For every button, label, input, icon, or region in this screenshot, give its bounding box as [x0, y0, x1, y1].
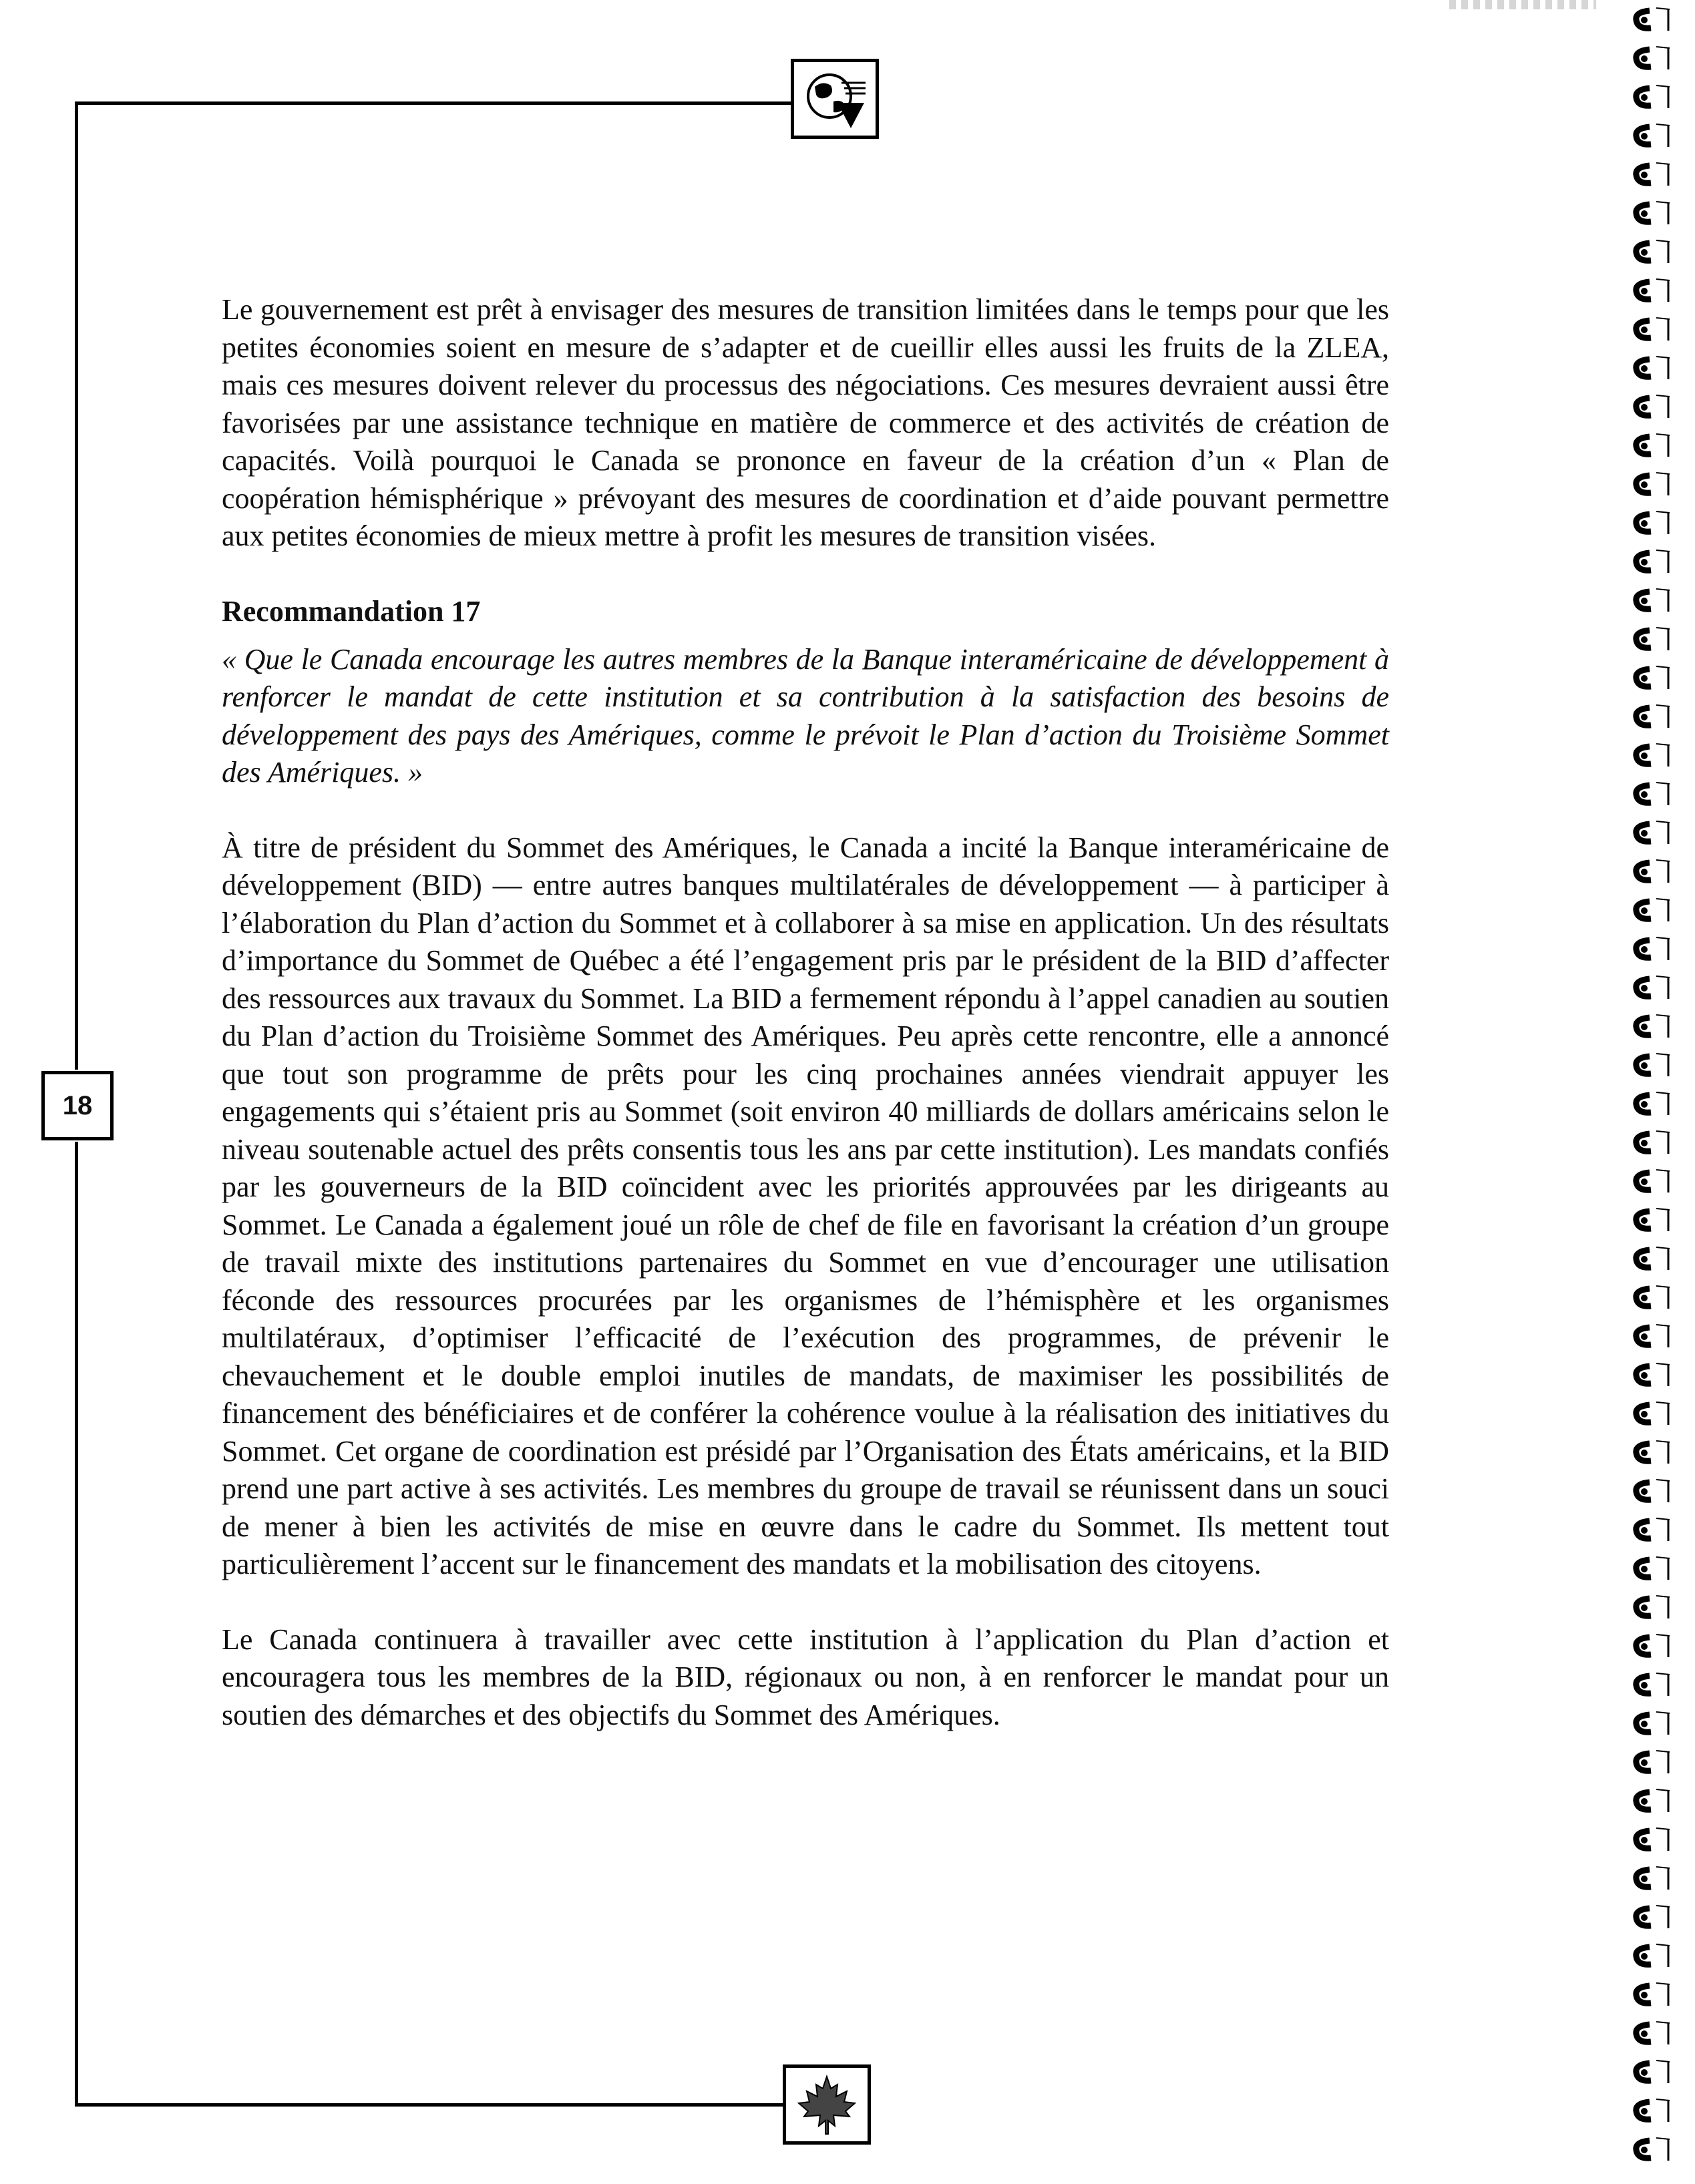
binding-coil: [1636, 1673, 1670, 1696]
binding-coil: [1636, 395, 1670, 418]
binding-coil: [1636, 1480, 1670, 1502]
recommendation-quote: « Que le Canada encourage les autres membres de la Banque interaméricaine de développement à renforcer le mandat de cette institution et sa contribution à la satisfaction des besoins de développement des pays des Amériques, comme le prévoit le Plan d’action du Troisième Sommet des Amériques. »: [222, 642, 1389, 789]
binding-coil: [1636, 2138, 1670, 2161]
binding-coil: [1636, 666, 1670, 689]
binding-coil: [1636, 163, 1670, 186]
paragraph-transition-measures: Le gouvernement est prêt à envisager des mesures de transition limitées dans le temps pour que les petites économies soient en mesure de s’adapter et de cueillir elles aussi les fruits de la ZLEA, mais ces mesures doivent relever du processus des négociations. Ces mesures devraient aussi être favorisées par une assistance technique en matière de commerce et des activités de création de capacités. Voilà pourquoi le Canada se prononce en faveur de la création d’un « Plan de coopération hémisphérique » prévoyant des mesures de coordination et d’aide pouvant permettre aux petites économies de mieux mettre à profit les mesures de transition visées.: [222, 293, 1389, 552]
binding-coil: [1636, 202, 1670, 224]
binding-coil: [1636, 85, 1670, 108]
frame-left-line-upper: [75, 101, 78, 1070]
binding-coil: [1636, 8, 1670, 31]
binding-coil: [1636, 1209, 1670, 1231]
binding-coil: [1636, 1944, 1670, 1967]
binding-coil: [1636, 2099, 1670, 2122]
binding-coil: [1636, 937, 1670, 960]
binding-coil: [1636, 821, 1670, 844]
binding-coil: [1636, 1015, 1670, 1038]
page-number: 18: [41, 1071, 114, 1140]
binding-coil: [1636, 550, 1670, 573]
binding-coil: [1636, 1596, 1670, 1618]
binding-coil: [1636, 1712, 1670, 1735]
binding-coil: [1636, 705, 1670, 728]
recommendation-heading: Recommandation 17: [222, 594, 481, 628]
binding-coil: [1636, 628, 1670, 650]
paragraph-bid-response: À titre de président du Sommet des Amériques, le Canada a incité la Banque interaméricaine de développement (BID) — entre autres banques multilatérales de développement — à participer à l’élaboration du Plan d’action du Sommet et à collaborer à sa mise en application. Un des résultats d’importance du Sommet de Québec a été l’engagement pris par le président de la BID d’affecter des ressources aux travaux du Sommet. La BID a fermement répondu à l’appel canadien au soutien du Plan d’action du Troisième Sommet des Amériques. Peu après cette rencontre, elle a annoncé que tout son programme de prêts pour les cinq prochaines années viendrait appuyer les engagements qui s’étaient pris au Sommet (soit environ 40 milliards de dollars américains selon le niveau soutenable actuel des prêts consentis tous les ans par cette institution). Les mandats confiés par les gouverneurs de la BID coïncident avec les priorités approuvées par les dirigeants au Sommet. Le Canada a également joué un rôle de chef de file en favorisant la création d’un groupe de travail mixte des institutions partenaires du Sommet en vue d’encourager une utilisation féconde des ressources procurées par les organismes de l’hémisphère et les organismes multilatéraux, d’optimiser l’efficacité de l’exécution des programmes, de prévenir le chevauchement et le double emploi inutiles de mandats, de maximiser les possibilités de financement des bénéficiaires et de conférer la cohérence voulue à la réalisation des initiatives du Sommet. Cet organe de coordination est présidé par l’Organisation des États américains, et la BID prend une part active à ses activités. Les membres du groupe de travail se réunissent dans un souci de mener à bien les activités de mise en œuvre dans le cadre du Sommet. Ils mettent tout particulièrement l’accent sur le financement des mandats et la mobilisation des citoyens.: [222, 831, 1389, 1580]
binding-coil: [1636, 1441, 1670, 1464]
binding-coil: [1636, 511, 1670, 534]
binding-coil: [1636, 1867, 1670, 1890]
binding-coil: [1636, 2022, 1670, 2044]
binding-coil: [1636, 1131, 1670, 1154]
binding-coil: [1636, 1518, 1670, 1541]
maple-leaf-icon: [783, 2064, 871, 2145]
binding-coil: [1636, 47, 1670, 69]
binding-coil: [1636, 1402, 1670, 1425]
binding-coil: [1636, 860, 1670, 883]
binding-coil: [1636, 783, 1670, 805]
binding-coil: [1636, 1634, 1670, 1657]
scan-header-mark: [1449, 0, 1596, 9]
binding-coil: [1636, 279, 1670, 302]
spiral-binding: [1622, 0, 1695, 2184]
binding-coil: [1636, 240, 1670, 263]
binding-coil: [1636, 1325, 1670, 1347]
paragraph-conclusion: Le Canada continuera à travailler avec cette institution à l’application du Plan d’action et encouragera tous les membres de la BID, régionaux ou non, à en renforcer le mandat pour un soutien des démarches et des objectifs du Sommet des Amériques.: [222, 1622, 1389, 1731]
binding-coil: [1636, 1170, 1670, 1192]
binding-coil: [1636, 1247, 1670, 1270]
document-body: [222, 291, 1389, 1734]
frame-top-line: [75, 101, 791, 105]
binding-coil: [1636, 434, 1670, 457]
frame-bottom-line: [75, 2103, 791, 2107]
binding-coil: [1636, 899, 1670, 921]
globe-arrow-icon: [791, 59, 879, 139]
binding-coil: [1636, 1906, 1670, 1928]
binding-coil: [1636, 1828, 1670, 1851]
binding-coil: [1636, 357, 1670, 379]
binding-coil: [1636, 124, 1670, 147]
binding-coil: [1636, 1789, 1670, 1812]
binding-coil: [1636, 1363, 1670, 1386]
binding-coil: [1636, 1983, 1670, 2006]
binding-coil: [1636, 2060, 1670, 2083]
binding-coil: [1636, 976, 1670, 999]
binding-coil: [1636, 318, 1670, 341]
binding-coil: [1636, 1286, 1670, 1309]
binding-coil: [1636, 473, 1670, 495]
binding-coil: [1636, 589, 1670, 612]
binding-coil: [1636, 1092, 1670, 1115]
binding-coil: [1636, 1751, 1670, 1773]
binding-coil: [1636, 744, 1670, 767]
binding-coil: [1636, 1054, 1670, 1076]
frame-left-line-lower: [75, 1142, 78, 2105]
binding-coil: [1636, 1557, 1670, 1580]
